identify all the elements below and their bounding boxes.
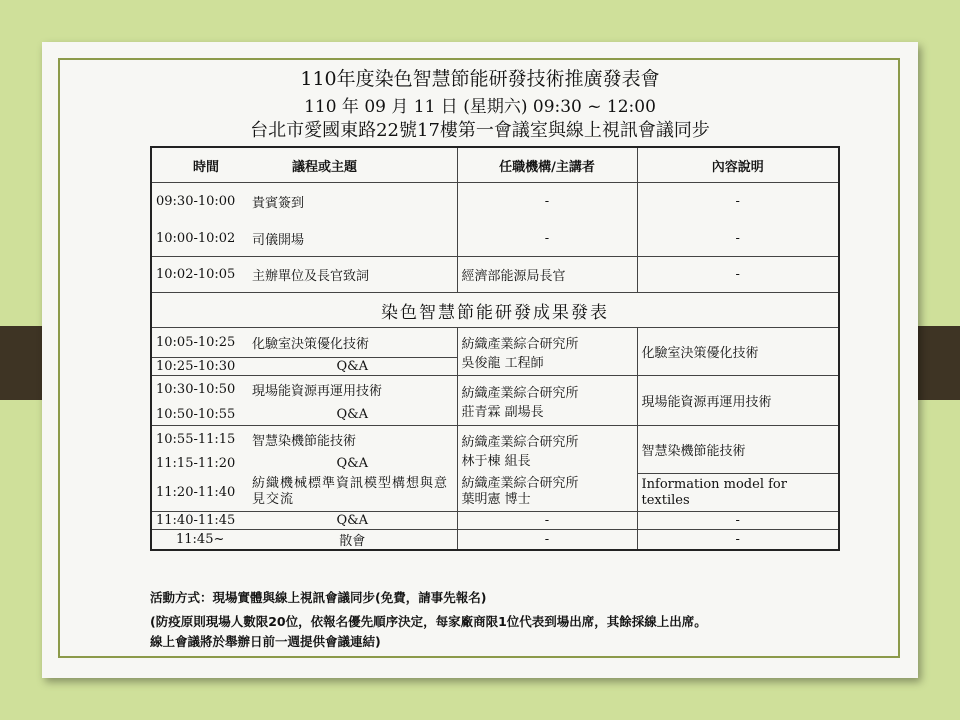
row-desc: 化驗室決策優化技術 xyxy=(637,328,839,376)
speaker-org: 紡織產業綜合研究所 xyxy=(461,336,579,352)
row-time-topic xyxy=(151,530,457,551)
row-topic: 紡織機械標準資訊模型構想與意見交流 xyxy=(252,476,449,508)
row-time-topic xyxy=(151,404,457,426)
row-topic: 現場能資源再運用技術 xyxy=(252,384,383,400)
row-time: 10:02-10:05 xyxy=(156,267,236,282)
row-speaker xyxy=(457,376,637,426)
row-speaker: - xyxy=(457,512,637,530)
row-time: 11:45~ xyxy=(176,532,225,547)
row-time-topic xyxy=(151,376,457,404)
row-time: 10:05-10:25 xyxy=(156,335,236,350)
section-row xyxy=(151,293,839,328)
table-row xyxy=(151,530,839,551)
row-desc: 智慧染機節能技術 xyxy=(637,426,839,474)
row-time-topic xyxy=(151,426,457,454)
event-location: 台北市愛國東路22號17樓第一會議室與線上視訊會議同步 xyxy=(250,120,710,141)
row-topic: 司儀開場 xyxy=(252,232,305,248)
row-time-topic xyxy=(151,358,457,376)
row-time: 10:25-10:30 xyxy=(156,359,236,374)
header-time: 時間 xyxy=(192,159,219,175)
row-time-topic xyxy=(151,221,457,257)
row-topic: 貴賓簽到 xyxy=(252,196,305,212)
row-desc: Information model for textiles xyxy=(637,474,839,512)
speaker-name: 林于棟 組長 xyxy=(461,453,531,469)
row-time-topic xyxy=(151,183,457,221)
row-time: 11:40-11:45 xyxy=(156,513,236,528)
row-topic: 散會 xyxy=(339,534,366,549)
row-desc: - xyxy=(637,512,839,530)
row-time-topic xyxy=(151,474,457,512)
row-speaker: - xyxy=(457,530,637,551)
footer-line-1: 活動方式：現場實體與線上視訊會議同步(免費，請事先報名) xyxy=(150,590,487,605)
row-topic: 主辦單位及長官致詞 xyxy=(252,269,370,284)
row-speaker xyxy=(457,474,637,512)
row-topic: Q&A xyxy=(336,406,369,422)
row-time: 11:20-11:40 xyxy=(156,484,236,500)
header-time-topic xyxy=(151,147,457,183)
table-row xyxy=(151,221,839,257)
table-row xyxy=(151,183,839,221)
row-speaker: - xyxy=(457,221,637,257)
row-topic: 智慧染機節能技術 xyxy=(252,434,357,450)
table-row xyxy=(151,426,839,454)
row-time-topic xyxy=(151,257,457,293)
speaker-org: 紡織產業綜合研究所 xyxy=(461,385,579,401)
row-speaker: 經濟部能源局長官 xyxy=(457,257,637,293)
table-header-row xyxy=(151,147,839,183)
speaker-name: 莊青霖 副場長 xyxy=(461,404,544,420)
row-time-topic xyxy=(151,328,457,358)
speaker-name: 葉明憲 博士 xyxy=(461,492,531,508)
table-row xyxy=(151,512,839,530)
row-desc: - xyxy=(637,221,839,257)
row-topic: Q&A xyxy=(336,456,369,471)
speaker-org: 紡織產業綜合研究所 xyxy=(461,434,579,450)
agenda-table xyxy=(150,146,840,551)
row-topic: Q&A xyxy=(336,513,369,528)
event-date: 110 年 09 月 11 日 (星期六) 09:30 ~ 12:00 xyxy=(304,97,656,117)
row-time: 10:00-10:02 xyxy=(156,230,236,246)
section-title: 染色智慧節能研發成果發表 xyxy=(151,293,839,328)
speaker-org: 紡織產業綜合研究所 xyxy=(461,476,579,492)
header-speaker: 任職機構/主講者 xyxy=(457,147,637,183)
row-desc: - xyxy=(637,183,839,221)
table-row xyxy=(151,474,839,512)
speaker-name: 吳俊龍 工程師 xyxy=(461,355,544,371)
row-time: 10:55-11:15 xyxy=(156,432,236,448)
row-topic: 化驗室決策優化技術 xyxy=(252,337,370,352)
header-desc: 內容說明 xyxy=(637,147,839,183)
row-desc: - xyxy=(637,257,839,293)
footer-line-3: 線上會議將於舉辦日前一週提供會議連結) xyxy=(150,634,381,649)
row-speaker: - xyxy=(457,183,637,221)
row-time: 11:15-11:20 xyxy=(156,456,236,471)
event-title: 110年度染色智慧節能研發技術推廣發表會 xyxy=(300,68,660,90)
table-row xyxy=(151,328,839,358)
row-time: 09:30-10:00 xyxy=(156,194,236,210)
row-topic: Q&A xyxy=(336,359,369,374)
row-time: 10:30-10:50 xyxy=(156,382,236,398)
table-row xyxy=(151,257,839,293)
row-time-topic xyxy=(151,512,457,530)
row-desc: 現場能資源再運用技術 xyxy=(637,376,839,426)
header-topic: 議程或主題 xyxy=(292,159,358,175)
row-desc: - xyxy=(637,530,839,551)
footer-line-2: (防疫原則現場人數限20位，依報名優先順序決定，每家廠商限1位代表到場出席，其餘採線上出席。 xyxy=(150,614,707,629)
table-row xyxy=(151,376,839,404)
row-time: 10:50-10:55 xyxy=(156,406,236,422)
row-speaker xyxy=(457,328,637,376)
row-time-topic xyxy=(151,454,457,474)
row-speaker xyxy=(457,426,637,474)
